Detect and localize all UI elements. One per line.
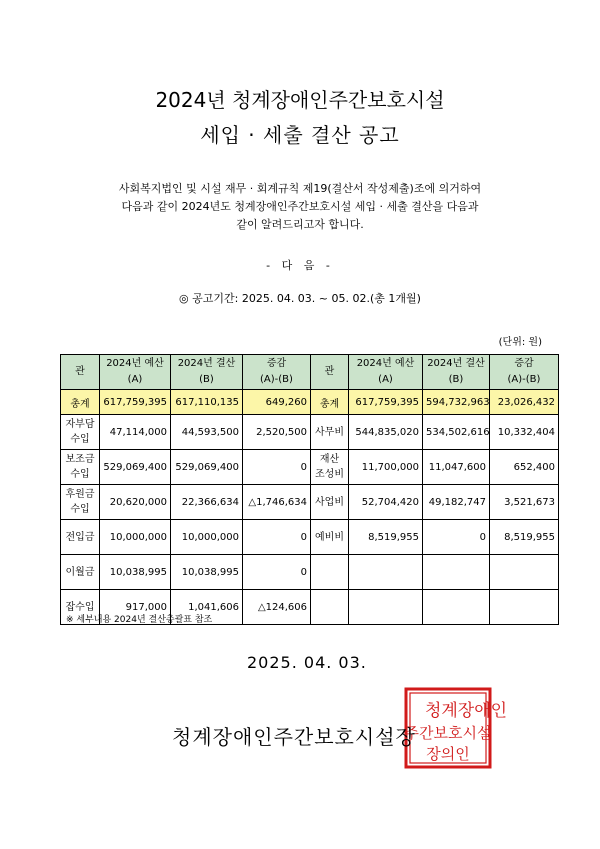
seal-lettering: 청계장애인 [424, 701, 508, 721]
header-text: 2024년 결산 [177, 358, 236, 369]
label-text: 자부담 [65, 419, 95, 430]
revenue-settlement: 44,593,500 [171, 415, 243, 450]
expense-settlement: 534,502,616 [423, 415, 490, 450]
label-text: 잡수입 [65, 601, 95, 613]
table-row [61, 485, 559, 520]
revenue-diff: 0 [243, 450, 311, 485]
intro-paragraph [60, 180, 540, 234]
intro-line: 같이 알려드리고자 합니다. [236, 218, 364, 231]
budget-table [60, 354, 559, 625]
expense-settlement: 594,732,963 [423, 390, 490, 415]
header-gwan: 관 [311, 355, 349, 390]
revenue-settlement: 529,069,400 [171, 450, 243, 485]
revenue-settlement: 1,041,606 [171, 590, 243, 625]
expense-label [311, 450, 349, 485]
total-row [61, 390, 559, 415]
table-row [61, 450, 559, 485]
revenue-label [61, 520, 100, 555]
revenue-settlement: 617,110,135 [171, 390, 243, 415]
expense-label [311, 590, 349, 625]
revenue-budget: 617,759,395 [100, 390, 171, 415]
da-eum-heading: - 다 음 - [266, 259, 334, 272]
revenue-budget: 10,038,995 [100, 555, 171, 590]
table-header-row [61, 355, 559, 390]
revenue-budget: 529,069,400 [100, 450, 171, 485]
expense-diff: 652,400 [490, 450, 559, 485]
header-text: (A)-(B) [260, 374, 293, 385]
revenue-diff: △1,746,634 [243, 485, 311, 520]
revenue-label [61, 555, 100, 590]
header-text: 2024년 결산 [427, 358, 485, 369]
header-settle [423, 355, 490, 390]
table-row [61, 555, 559, 590]
header-text: (A) [127, 374, 143, 385]
expense-label: 총계 [311, 390, 349, 415]
expense-budget: 11,700,000 [349, 450, 423, 485]
revenue-settlement: 10,038,995 [171, 555, 243, 590]
expense-label [311, 520, 349, 555]
header-diff [243, 355, 311, 390]
revenue-diff: 2,520,500 [243, 415, 311, 450]
expense-budget [349, 555, 423, 590]
header-text: (B) [199, 374, 214, 385]
expense-settlement: 49,182,747 [423, 485, 490, 520]
expense-diff [490, 590, 559, 625]
signer-name: 청계장애인주간보호시설장 [172, 725, 416, 749]
revenue-budget: 10,000,000 [100, 520, 171, 555]
expense-budget [349, 590, 423, 625]
expense-diff: 23,026,432 [490, 390, 559, 415]
header-settle [171, 355, 243, 390]
expense-label [311, 415, 349, 450]
footnote: ※ 세부내용 2024년 결산총괄표 참조 [66, 615, 213, 625]
header-text: 증감 [266, 358, 287, 369]
label-text: 수입 [70, 434, 90, 445]
header-text: (A)-(B) [507, 374, 541, 385]
label-text: 이월금 [65, 566, 95, 578]
label-text: 수입 [70, 469, 90, 480]
seal-lettering: 주간보호시설 [404, 724, 492, 742]
revenue-label [61, 485, 100, 520]
revenue-diff: 0 [243, 520, 311, 555]
official-seal-icon [403, 686, 508, 770]
seal-lettering: 장의인 [426, 745, 470, 763]
revenue-label [61, 415, 100, 450]
expense-settlement: 0 [423, 520, 490, 555]
intro-line: 사회복지법인 및 시설 재무 · 회계규칙 제19(결산서 작성제출)조에 의거하여 [118, 182, 482, 195]
label-text: 수입 [70, 504, 90, 515]
expense-diff: 10,332,404 [490, 415, 559, 450]
header-budget [349, 355, 423, 390]
revenue-diff: 0 [243, 555, 311, 590]
expense-settlement [423, 590, 490, 625]
header-text: 증감 [514, 358, 534, 369]
table-row [61, 520, 559, 555]
page-title: 2024년 청계장애인주간보호시설 [155, 88, 445, 112]
header-text: 2024년 예산 [356, 358, 415, 369]
header-text: (B) [448, 374, 464, 385]
label-text: 전입금 [65, 531, 95, 543]
revenue-budget: 20,620,000 [100, 485, 171, 520]
revenue-diff: 649,260 [243, 390, 311, 415]
unit-note: (단위: 원) [498, 337, 542, 348]
expense-settlement: 11,047,600 [423, 450, 490, 485]
header-text: (A) [378, 374, 393, 385]
revenue-settlement: 22,366,634 [171, 485, 243, 520]
expense-label [311, 555, 349, 590]
page-subtitle: 세입 · 세출 결산 공고 [200, 123, 400, 147]
revenue-settlement: 10,000,000 [171, 520, 243, 555]
table-row [61, 415, 559, 450]
header-gwan: 관 [61, 355, 100, 390]
revenue-budget: 47,114,000 [100, 415, 171, 450]
expense-label [311, 485, 349, 520]
header-budget [100, 355, 171, 390]
label-text: 보조금 [65, 454, 95, 465]
notice-period: ◎ 공고기간: 2025. 04. 03. ~ 05. 02.(총 1개월) [179, 292, 421, 305]
announce-date: 2025. 04. 03. [247, 653, 367, 672]
expense-budget: 8,519,955 [349, 520, 423, 555]
label-text: 조성비 [315, 469, 344, 480]
expense-diff: 8,519,955 [490, 520, 559, 555]
revenue-label [61, 450, 100, 485]
revenue-budget: 917,000 [100, 590, 171, 625]
header-diff [490, 355, 559, 390]
revenue-diff: △124,606 [243, 590, 311, 625]
expense-budget: 544,835,020 [349, 415, 423, 450]
expense-settlement [423, 555, 490, 590]
revenue-label: 총계 [61, 390, 100, 415]
expense-diff: 3,521,673 [490, 485, 559, 520]
expense-budget: 617,759,395 [349, 390, 423, 415]
header-text: 2024년 예산 [106, 358, 164, 369]
label-text: 후원금 [65, 489, 95, 500]
label-text: 예비비 [315, 531, 344, 543]
label-text: 사업비 [315, 496, 344, 508]
expense-diff [490, 555, 559, 590]
label-text: 사무비 [315, 426, 344, 438]
expense-budget: 52,704,420 [349, 485, 423, 520]
label-text: 재산 [319, 454, 340, 465]
intro-line: 다음과 같이 2024년도 청계장애인주간보호시설 세입 · 세출 결산을 다음과 [121, 200, 479, 213]
